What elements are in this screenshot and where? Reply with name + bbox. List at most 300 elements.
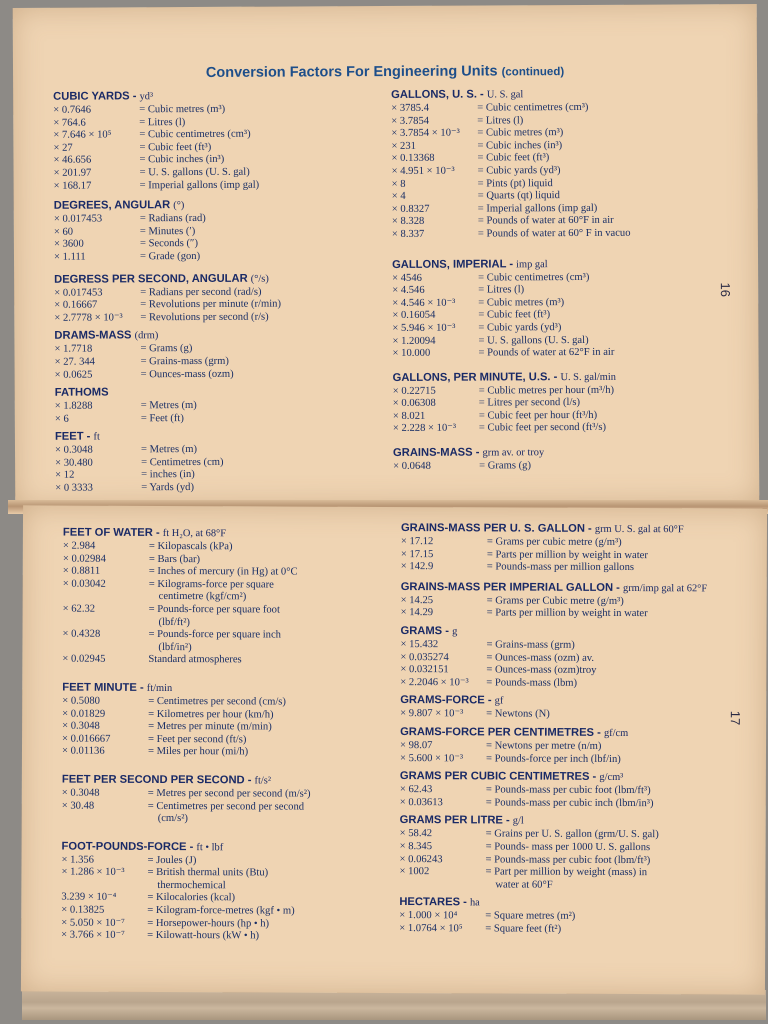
heading-unit: grm U. S. gal at 60°F: [594, 523, 684, 536]
heading-text: GALLONS, U. S. -: [391, 88, 487, 101]
target-unit: = Pints (pt) liquid: [477, 177, 553, 190]
factor: × 0.8327: [391, 203, 430, 215]
heading-text: FEET -: [54, 430, 94, 444]
conversion-row: [54, 179, 384, 193]
target-unit: = Centimetres per second per second: [147, 800, 305, 813]
heading-unit: gf/cm: [603, 727, 629, 739]
section-heading: [55, 428, 385, 445]
factor: × 2.228 × 10⁻³: [392, 423, 457, 435]
target-unit: = Metres (m): [140, 444, 198, 456]
factor: × 168.17: [53, 180, 92, 192]
conversion-row: [400, 797, 750, 811]
factor: × 0.032151: [400, 664, 449, 676]
target-unit: = Pounds-force per square foot: [148, 603, 280, 616]
target-unit: = Cubic feet (ft³): [477, 152, 550, 164]
target-unit: = Cubic feet (ft³): [139, 141, 212, 154]
target-unit: = Pounds of water at 60°F in air: [477, 215, 614, 227]
target-unit: = Grains per U. S. gallon (grm/U. S. gal): [485, 828, 659, 841]
heading-text: DEGREES, ANGULAR: [53, 199, 174, 212]
factor: × 4: [391, 191, 406, 203]
factor: × 9.807 × 10⁻³: [400, 708, 464, 720]
heading-unit: ft • lbf: [196, 841, 224, 853]
factor: × 0.01829: [62, 708, 106, 720]
factor: × 8.021: [392, 410, 426, 422]
heading-text: CUBIC YARDS -: [53, 90, 140, 103]
target-unit: = Joules (J): [147, 854, 197, 866]
factor: × 27: [53, 142, 73, 154]
factor: × 14.29: [400, 607, 434, 619]
section-grams-per-cubic-cm: [400, 769, 750, 811]
heading-text: FATHOMS: [54, 386, 109, 399]
target-unit: (lbf/ft²): [158, 616, 191, 628]
conversion-row: [392, 227, 742, 241]
target-unit: = Cubic feet per second (ft³/s): [478, 422, 607, 434]
heading-unit: (°/s): [250, 273, 269, 285]
factor: × 142.9: [400, 561, 434, 573]
conversion-row: [399, 923, 749, 937]
target-unit: = Cubic centimetres (cm³): [478, 271, 590, 284]
section-heading: [62, 772, 402, 788]
heading-text: GRAINS-MASS PER U. S. GALLON -: [400, 522, 595, 535]
factor: × 8.345: [399, 840, 433, 853]
target-unit: = U. S. gallons (U. S. gal): [139, 166, 250, 179]
factor: × 0.02945: [62, 653, 106, 666]
factor: × 0.06308: [392, 398, 436, 410]
factor: × 201.97: [53, 167, 92, 179]
heading-text: FEET OF WATER -: [62, 526, 163, 539]
heading-unit: gf: [494, 695, 504, 707]
target-unit: = Pounds of water at 62°F in air: [478, 346, 615, 359]
section-heading: [53, 88, 383, 105]
factor: × 46.656: [53, 154, 92, 167]
factor: × 62.43: [399, 784, 433, 796]
heading-unit: grm av. or troy: [482, 447, 545, 459]
factor: × 1002: [399, 866, 430, 878]
target-unit: = Metres per second per second (m/s²): [147, 787, 311, 800]
factor: × 3600: [53, 238, 84, 251]
conversion-row: [400, 753, 750, 767]
factor: × 0.3048: [54, 444, 93, 457]
factor: × 0.16667: [54, 299, 98, 311]
factor: × 0.5080: [62, 695, 100, 707]
factor: × 0.03613: [399, 796, 443, 808]
conversion-row: [62, 746, 402, 760]
factor: × 1.000 × 10⁴: [399, 910, 458, 922]
target-unit: = British thermal units (Btu): [147, 867, 269, 879]
page-17: [21, 505, 767, 994]
heading-unit: imp gal: [516, 258, 548, 270]
factor: × 30.48: [61, 800, 95, 812]
heading-unit: ft/min: [146, 682, 173, 694]
section-grains-mass-per-us-gallon: [401, 521, 751, 575]
section-grains-mass: [393, 444, 743, 473]
factor: × 1.111: [53, 251, 86, 263]
target-unit: = Feet (ft): [140, 412, 184, 424]
factor: × 231: [391, 140, 416, 152]
section-degrees-per-second: [54, 271, 384, 326]
target-unit: thermochemical: [157, 879, 226, 892]
target-unit: = Cubic centimetres (cm³): [477, 101, 589, 114]
conversion-row: [55, 481, 385, 495]
conversion-row: [54, 311, 384, 325]
factor: [61, 879, 147, 892]
section-feet-minute: [62, 680, 402, 759]
factor: × 0.06243: [399, 853, 443, 865]
target-unit: = Imperial gallons (imp gal): [477, 202, 598, 215]
factor: × 8: [391, 178, 406, 190]
heading-text: DEGRESS PER SECOND, ANGULAR: [54, 272, 251, 286]
target-unit: = Grams (g): [140, 343, 193, 355]
factor: [63, 616, 149, 629]
target-unit: = Centimetres (cm): [141, 456, 224, 469]
heading-unit: g: [452, 626, 458, 638]
section-heading: [400, 769, 750, 786]
section-feet-per-second-per-second: [62, 772, 402, 826]
factor: × 2.984: [62, 540, 96, 552]
heading-unit: yd³: [139, 91, 154, 103]
factor: × 0.02984: [62, 553, 106, 565]
factor: × 14.25: [400, 594, 434, 606]
section-heading: [54, 197, 384, 214]
column-left-top: [53, 88, 385, 495]
section-grams: [400, 624, 750, 691]
section-foot-pounds-force: [61, 839, 401, 944]
factor: × 0.7646: [53, 104, 92, 116]
target-unit: = Radians per second (rad/s): [140, 286, 262, 298]
section-feet-of-water: [62, 526, 403, 668]
factor: × 0.035274: [400, 651, 449, 663]
target-unit: = Litres (l): [478, 284, 525, 296]
section-heading: [55, 384, 385, 401]
section-heading: [63, 526, 403, 542]
factor: × 4.546: [392, 284, 425, 297]
section-heading: [62, 680, 402, 696]
factor: × 0.13825: [61, 904, 105, 916]
target-unit: = Ounces-mass (ozm) av.: [486, 651, 595, 664]
target-unit: = Pounds-mass (lbm): [486, 677, 578, 689]
factor: [399, 879, 485, 892]
target-unit: = Pounds of water at 60° F in vacuo: [477, 227, 631, 240]
heading-unit: g/cm³: [599, 772, 624, 784]
factor: × 1.0764 × 10⁵: [399, 922, 463, 935]
target-unit: = Cubic centimetres (cm³): [139, 128, 251, 141]
target-unit: = Ounces-mass (ozm): [140, 368, 234, 380]
target-unit: = Square feet (ft²): [485, 923, 562, 935]
heading-text: GALLONS, IMPERIAL -: [392, 257, 517, 271]
conversion-row: [401, 561, 751, 575]
factor: × 0.0625: [54, 369, 93, 381]
section-heading: [399, 895, 749, 912]
factor: × 0.16054: [392, 310, 436, 322]
factor: [62, 641, 148, 654]
factor: × 0.016667: [62, 733, 111, 745]
target-unit: = Grains-mass (grm): [486, 639, 575, 651]
section-degrees-angular: [54, 197, 384, 264]
factor: × 1.286 × 10⁻³: [61, 866, 125, 879]
factor: × 1.7718: [54, 343, 93, 356]
target-unit: = Grains-mass (grm): [140, 355, 229, 368]
section-hectares: [399, 895, 749, 937]
target-unit: = Grams (g): [479, 460, 532, 472]
target-unit: = Grade (gon): [139, 250, 201, 263]
page-number-17: 17: [727, 710, 743, 726]
target-unit: = Parts per million by weight in water: [486, 607, 648, 620]
section-heading: [400, 813, 750, 830]
target-unit: = Square metres (m²): [485, 910, 576, 923]
page-16: [13, 4, 760, 508]
target-unit: = Kilocalories (kcal): [147, 892, 236, 904]
factor: × 27. 344: [54, 356, 95, 368]
target-unit: = U. S. gallons (U. S. gal): [478, 334, 589, 347]
section-gallons-us: [391, 86, 742, 241]
target-unit: = Newtons (N): [486, 708, 550, 721]
column-right-top: [391, 86, 743, 473]
conversion-row: [401, 607, 751, 621]
factor: × 5.600 × 10⁻³: [399, 752, 464, 764]
target-unit: = Cubic yards (yd³): [477, 165, 561, 177]
factor: × 15.432: [400, 638, 439, 651]
factor: × 0.4328: [62, 628, 101, 640]
target-unit: centimetre (kgf/cm²): [158, 591, 247, 603]
conversion-row: [400, 708, 750, 722]
heading-unit: ft/s²: [254, 775, 271, 787]
factor: × 4546: [392, 272, 422, 284]
heading-text: HECTARES -: [399, 896, 471, 909]
target-unit: (cm/s²): [157, 813, 188, 825]
conversion-row: [392, 346, 742, 360]
target-unit: = Minutes (′): [139, 225, 196, 238]
target-unit: = Pounds-mass per cubic foot (lbm/ft³): [485, 784, 651, 797]
target-unit: = Grams per Cubic metre (g/m³): [486, 595, 624, 607]
factor: × 3.7854 × 10⁻³: [391, 127, 460, 140]
factor: × 30.480: [55, 457, 93, 469]
factor: × 0.03042: [62, 578, 106, 590]
conversion-row: [61, 930, 401, 944]
target-unit: = Pounds-mass per cubic foot (lbm/ft³): [485, 853, 651, 866]
section-feet: [55, 428, 385, 495]
conversion-row: [62, 654, 402, 668]
target-unit: water at 60°F: [495, 879, 553, 891]
factor: × 4.951 × 10⁻³: [391, 165, 455, 177]
target-unit: = Kilogram-force-metres (kgf • m): [147, 904, 295, 917]
heading-unit: U. S. gal/min: [560, 371, 616, 383]
target-unit: = Seconds (″): [139, 238, 199, 250]
section-gallons-per-minute: [393, 369, 743, 436]
title-text: Conversion Factors For Engineering Units: [205, 63, 498, 81]
factor: 3.239 × 10⁻⁴: [61, 892, 117, 904]
factor: × 0 3333: [55, 482, 94, 494]
target-unit: = Parts per million by weight in water: [486, 548, 648, 561]
factor: × 0.01136: [61, 745, 105, 758]
section-grams-force: [400, 693, 750, 722]
factor: × 8.337: [391, 228, 425, 240]
title-suffix: (continued): [501, 66, 565, 79]
target-unit: = Pounds-mass per cubic inch (lbm/in³): [485, 797, 654, 809]
heading-unit: g/l: [512, 815, 524, 827]
conversion-row: [62, 813, 402, 827]
heading-text: GRAMS-FORCE PER CENTIMETRES -: [400, 725, 604, 739]
target-unit: = Cubic metres (m³): [477, 127, 564, 139]
target-unit: = Pounds-mass per million gallons: [486, 561, 635, 574]
factor: × 1.20094: [392, 335, 436, 347]
column-right-bottom: [399, 521, 751, 937]
heading-text: GRAMS PER CUBIC CENTIMETRES -: [399, 770, 600, 784]
target-unit: = Cubic feet (ft³): [478, 309, 551, 321]
target-unit: = Kilowatt-hours (kW • h): [147, 930, 260, 942]
target-unit: = Centimetres per second (cm/s): [148, 695, 286, 708]
section-fathoms: [55, 384, 385, 426]
factor: × 764.6: [53, 117, 86, 129]
factor: × 0.017453: [53, 213, 103, 225]
target-unit: = Newtons per metre (n/m): [485, 740, 602, 752]
heading-text: FOOT-POUNDS-FORCE -: [61, 840, 197, 853]
heading-text: GRAMS PER LITRE -: [399, 814, 513, 827]
target-unit: = Inches of mercury (in Hg) at 0°C: [148, 566, 298, 578]
heading-text: GRAMS -: [400, 624, 453, 638]
factor: × 17.15: [400, 548, 434, 560]
target-unit: = Pounds-force per square inch: [148, 629, 281, 641]
target-unit: = Pounds-force per inch (lbf/in): [485, 752, 621, 765]
factor: × 0.13368: [391, 153, 435, 165]
factor: × 0.0648: [393, 460, 431, 473]
target-unit: = Metres per minute (m/min): [148, 721, 272, 733]
factor: × 6: [54, 413, 69, 425]
target-unit: = Ounces-mass (ozm)troy: [486, 664, 597, 677]
factor: × 2.7778 × 10⁻³: [54, 312, 123, 324]
heading-unit: U. S. gal: [486, 89, 524, 101]
heading-unit: ft H₂O, at 68°F: [162, 527, 227, 540]
section-heading: [400, 725, 750, 742]
factor: × 0.22715: [392, 385, 436, 397]
target-unit: = Miles per hour (mi/h): [147, 746, 249, 758]
heading-text: GRAINS-MASS PER IMPERIAL GALLON -: [400, 580, 624, 594]
factor: × 0.8811: [62, 565, 101, 577]
section-heading: [401, 521, 751, 538]
conversion-row: [54, 250, 384, 264]
target-unit: = inches (in): [141, 469, 195, 481]
target-unit: = Kilometres per hour (km/h): [148, 708, 274, 721]
target-unit: = Litres (l): [477, 114, 524, 127]
factor: × 8.328: [391, 216, 425, 228]
section-grams-per-litre: [399, 813, 749, 892]
target-unit: = Imperial gallons (imp gal): [139, 179, 260, 191]
target-unit: = Bars (bar): [148, 553, 201, 565]
target-unit: = Quarts (qt) liquid: [477, 190, 560, 202]
target-unit: = Revolutions per second (r/s): [140, 311, 269, 324]
heading-unit: ft: [93, 431, 100, 443]
factor: × 0.3048: [61, 787, 100, 799]
heading-text: GALLONS, PER MINUTE, U.S. -: [392, 370, 561, 384]
factor: × 1.356: [61, 854, 95, 866]
factor: × 98.07: [399, 739, 433, 752]
target-unit: Standard atmospheres: [148, 654, 242, 666]
factor: × 7.646 × 10⁵: [53, 129, 112, 141]
section-gallons-imperial: [392, 256, 743, 361]
target-unit: = Cubic yards (yd³): [478, 321, 562, 334]
section-grams-force-per-cm: [400, 725, 750, 767]
target-unit: = Grams per cubic metre (g/m³): [486, 536, 622, 548]
target-unit: = Cubic inches (in³): [139, 154, 225, 166]
factor: × 0.3048: [62, 720, 100, 732]
section-heading: [54, 271, 384, 288]
section-heading: [400, 693, 750, 710]
target-unit: = Horsepower-hours (hp • h): [147, 917, 270, 930]
target-unit: = Cubic metres (m³): [478, 296, 565, 309]
heading-text: FEET PER SECOND PER SECOND -: [61, 773, 255, 787]
target-unit: = Pounds- mass per 1000 U. S. gallons: [485, 841, 651, 854]
target-unit: = Kilograms-force per square: [148, 578, 274, 591]
factor: × 3785.4: [391, 102, 430, 114]
factor: × 4.546 × 10⁻³: [392, 297, 456, 309]
conversion-row: [393, 459, 743, 473]
factor: × 60: [53, 226, 74, 238]
heading-text: GRAINS-MASS -: [393, 446, 483, 460]
page-title: [13, 62, 757, 82]
factor: × 3.766 × 10⁻⁷: [61, 929, 125, 942]
section-heading: [400, 624, 750, 641]
factor: × 5.050 × 10⁻⁷: [61, 917, 125, 929]
factor: × 62.32: [62, 603, 96, 615]
factor: × 5.946 × 10⁻³: [392, 322, 456, 334]
target-unit: = Yards (yd): [141, 482, 195, 494]
factor: × 1.8288: [54, 400, 93, 412]
page-number-16: 16: [717, 282, 733, 297]
target-unit: = Metres (m): [140, 400, 197, 412]
conversion-row: [55, 412, 385, 426]
section-drams-mass: [54, 327, 384, 382]
target-unit: = Cubic inches (in³): [477, 139, 563, 152]
target-unit: = Cubic feet per hour (ft³/h): [478, 409, 598, 422]
target-unit: = Revolutions per minute (r/min): [140, 298, 282, 311]
target-unit: = Litres (l): [139, 116, 186, 128]
factor: × 3.7854: [391, 115, 430, 127]
column-left-bottom: [61, 526, 403, 944]
conversion-row: [393, 422, 743, 436]
heading-text: FEET MINUTE -: [62, 681, 147, 694]
factor: × 17.12: [400, 536, 434, 548]
conversion-row: [400, 677, 750, 691]
factor: × 2.2046 × 10⁻³: [400, 676, 469, 689]
factor: × 10.000: [392, 347, 431, 360]
factor: × 58.42: [399, 828, 433, 840]
section-heading: [54, 327, 384, 344]
heading-text: DRAMS-MASS: [54, 329, 135, 343]
section-grains-mass-per-imperial-gallon: [401, 580, 751, 622]
section-cubic-yards: [53, 88, 384, 193]
target-unit: = Litres per second (l/s): [478, 397, 581, 409]
target-unit: = Cublic metres per hour (m³/h): [478, 384, 615, 397]
target-unit: = Cubic metres (m³): [139, 103, 226, 116]
target-unit: (lbf/in²): [158, 641, 192, 653]
section-heading: [62, 839, 402, 855]
section-heading: [401, 580, 751, 597]
conversion-row: [399, 879, 749, 893]
factor: [63, 591, 149, 604]
book-edge: [22, 990, 766, 1020]
heading-unit: (°): [173, 200, 185, 212]
heading-text: GRAMS-FORCE -: [400, 694, 495, 707]
target-unit: = Feet per second (ft/s): [148, 733, 247, 746]
target-unit: = Part per million by weight (mass) in: [485, 866, 648, 879]
target-unit: = Radians (rad): [139, 213, 206, 225]
heading-unit: grm/imp gal at 62°F: [622, 582, 708, 595]
conversion-row: [55, 368, 385, 382]
factor: × 12: [55, 470, 75, 482]
heading-unit: (drm): [134, 330, 159, 342]
heading-unit: ha: [469, 897, 480, 909]
factor: [62, 813, 148, 826]
target-unit: = Kilopascals (kPa): [148, 540, 233, 553]
